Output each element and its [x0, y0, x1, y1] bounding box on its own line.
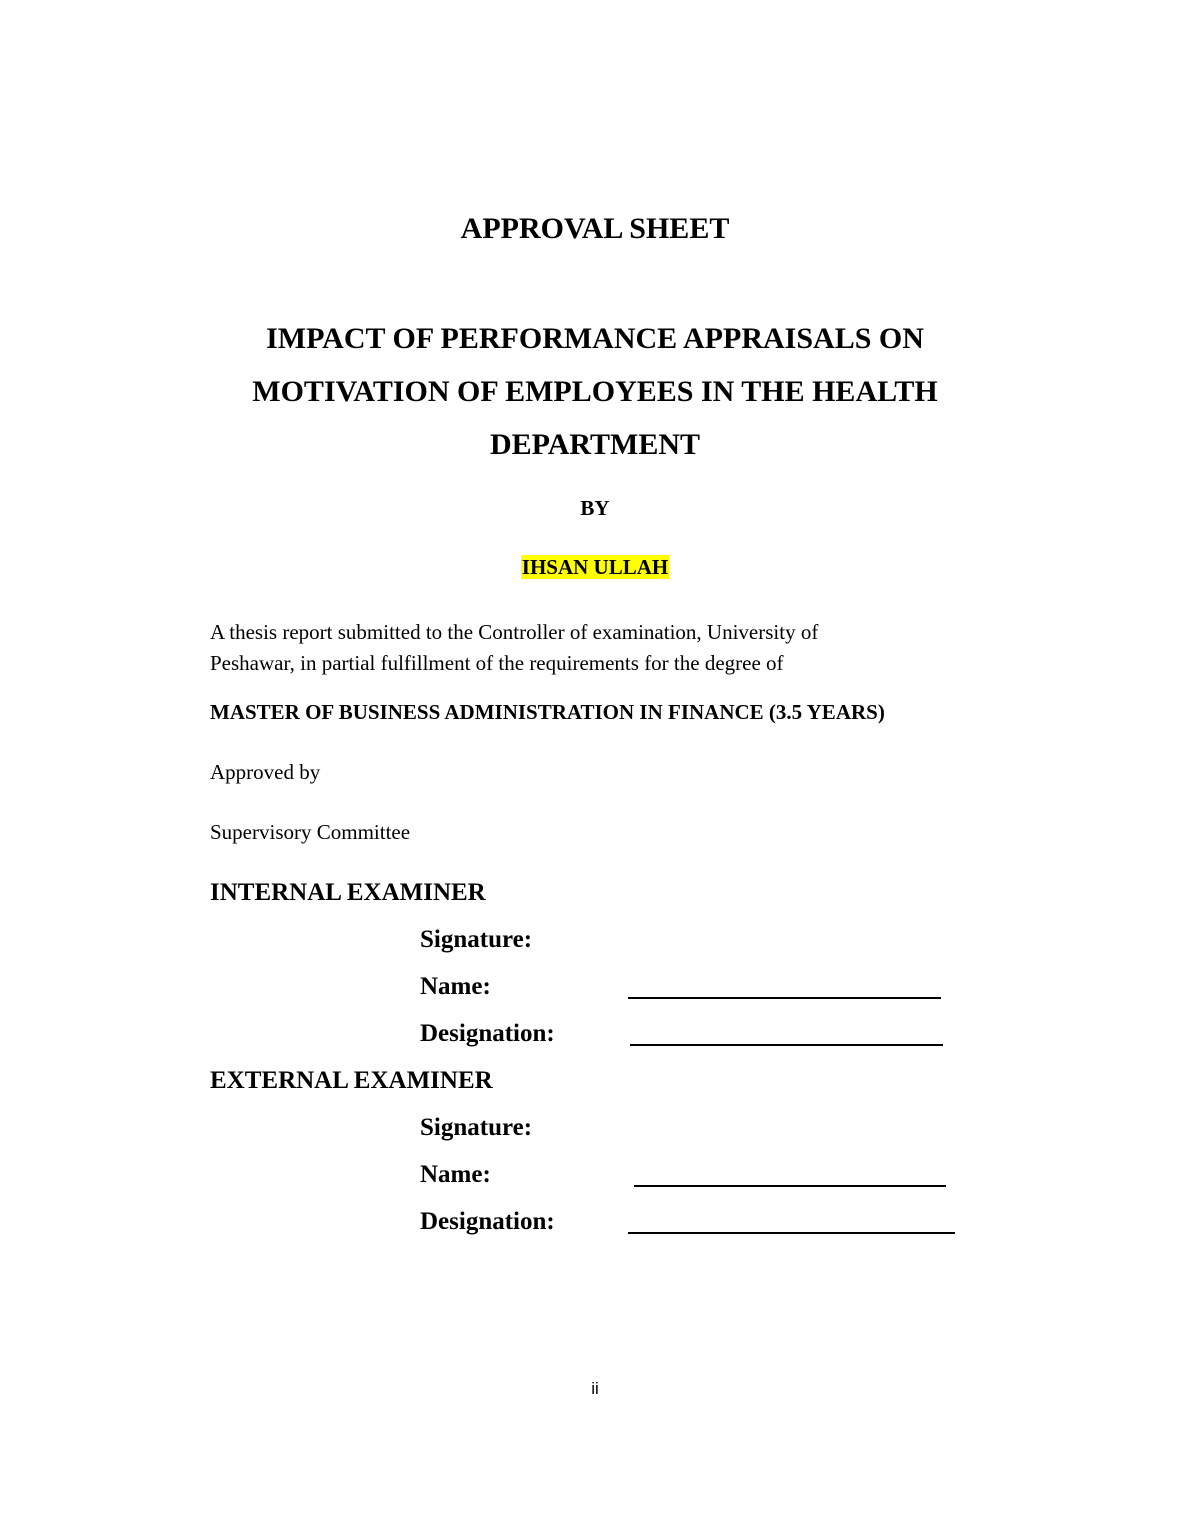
submission-line-1: A thesis report submitted to the Controller of examination, University of	[210, 620, 819, 644]
submission-line-2: Peshawar, in partial fulfillment of the requirements for the degree of	[210, 651, 784, 675]
page-title: APPROVAL SHEET	[460, 212, 730, 245]
external-examiner-heading: EXTERNAL EXAMINER	[210, 1067, 493, 1094]
external-name-line[interactable]	[634, 1185, 946, 1187]
internal-examiner-heading: INTERNAL EXAMINER	[210, 879, 486, 906]
author-block	[0, 553, 1190, 581]
by-label: BY	[580, 496, 610, 520]
thesis-title	[0, 312, 1190, 471]
internal-name-line[interactable]	[628, 997, 941, 999]
approved-by-label: Approved by	[210, 760, 321, 784]
external-designation-line[interactable]	[628, 1232, 955, 1234]
thesis-title-line-3: DEPARTMENT	[489, 428, 701, 461]
page-number: ii	[591, 1379, 599, 1398]
internal-designation-line[interactable]	[630, 1044, 943, 1046]
thesis-title-line-1: IMPACT OF PERFORMANCE APPRAISALS ON	[266, 322, 924, 355]
external-name-label: Name:	[420, 1161, 491, 1188]
author-name: IHSAN ULLAH	[521, 555, 669, 579]
degree-title: MASTER OF BUSINESS ADMINISTRATION IN FINANCE (3.5 YEARS)	[210, 700, 885, 724]
external-designation-label: Designation:	[420, 1208, 555, 1235]
internal-signature-label: Signature:	[420, 926, 533, 953]
supervisory-committee-label: Supervisory Committee	[210, 820, 411, 844]
submission-statement	[210, 617, 980, 679]
internal-designation-label: Designation:	[420, 1020, 555, 1047]
thesis-title-line-2: MOTIVATION OF EMPLOYEES IN THE HEALTH	[252, 375, 938, 408]
external-signature-label: Signature:	[420, 1114, 533, 1141]
internal-name-label: Name:	[420, 973, 491, 1000]
